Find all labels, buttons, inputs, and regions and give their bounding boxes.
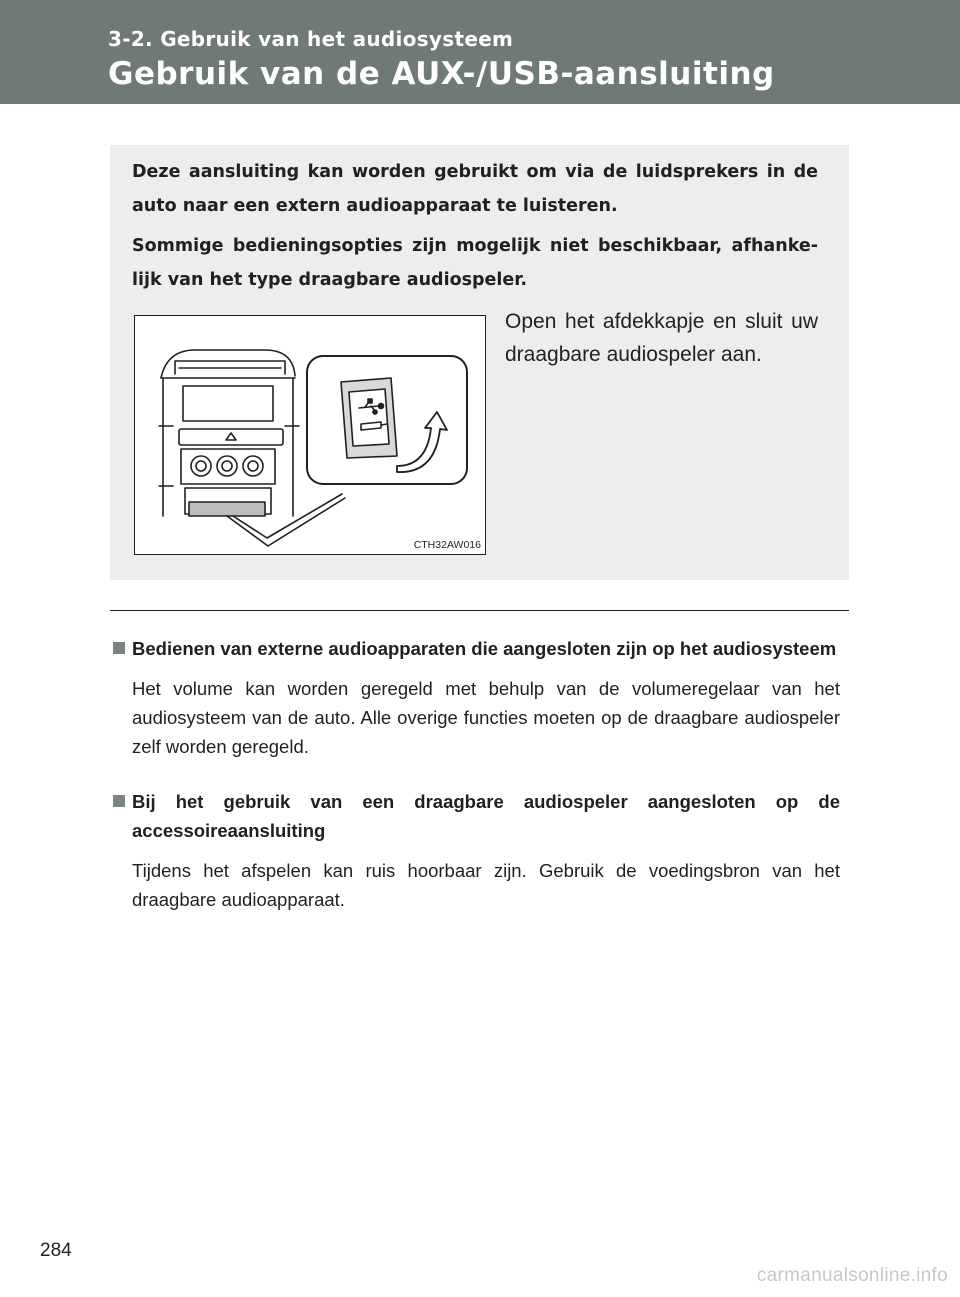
square-bullet-icon <box>113 642 125 654</box>
section-body: Tijdens het afspelen kan ruis hoorbaar zijn. Gebruik de voedingsbron van het draagbare audioapparaat. <box>132 860 840 910</box>
square-bullet-icon <box>113 795 125 807</box>
dashboard-drawing <box>135 316 485 554</box>
page-number: 284 <box>40 1240 72 1261</box>
page-title: Gebruik van de AUX-/USB-aansluiting <box>108 56 775 92</box>
intro-paragraph-1: Deze aansluiting kan worden gebruikt om via de luidsprekers in de auto naar een extern audioapparaat te luisteren. <box>132 162 818 216</box>
knob-right <box>243 456 263 476</box>
figure-code: CTH32AW016 <box>413 539 481 551</box>
watermark: carmanualsonline.info <box>756 1265 948 1286</box>
section-heading <box>112 787 840 845</box>
knob-center <box>217 456 237 476</box>
knob-left <box>191 456 211 476</box>
display-screen <box>183 386 273 421</box>
aux-usb-illustration <box>134 315 486 555</box>
section-label: 3-2. Gebruik van het audiosysteem <box>108 27 514 51</box>
section-heading-text: Bedienen van externe audioapparaten die aangesloten zijn op het audiosysteem <box>132 638 837 659</box>
section-heading <box>112 634 840 663</box>
intro-paragraph-2: Sommige bedieningsopties zijn mogelijk niet beschikbaar, afhanke-lijk van het type draagbare audiospeler. <box>132 236 818 290</box>
section-body: Het volume kan worden geregeld met behulp van de volumeregelaar van het audiosysteem van de auto. Alle overige functies moeten op de draagbare audiospeler zelf worden geregeld. <box>132 678 840 757</box>
chapter-header <box>0 0 960 104</box>
open-arrow <box>397 412 447 472</box>
info-section-accessory-socket <box>112 787 840 914</box>
intro-box <box>110 145 849 580</box>
vent-housing <box>161 350 295 378</box>
step-instruction: Open het afdekkapje en sluit uw draagbare audiospeler aan. <box>505 310 818 366</box>
section-heading-text: Bij het gebruik van een draagbare audiospeler aangesloten op de accessoireaansluiting <box>132 791 840 841</box>
section-divider <box>110 610 849 611</box>
info-section-external-devices <box>112 634 840 761</box>
